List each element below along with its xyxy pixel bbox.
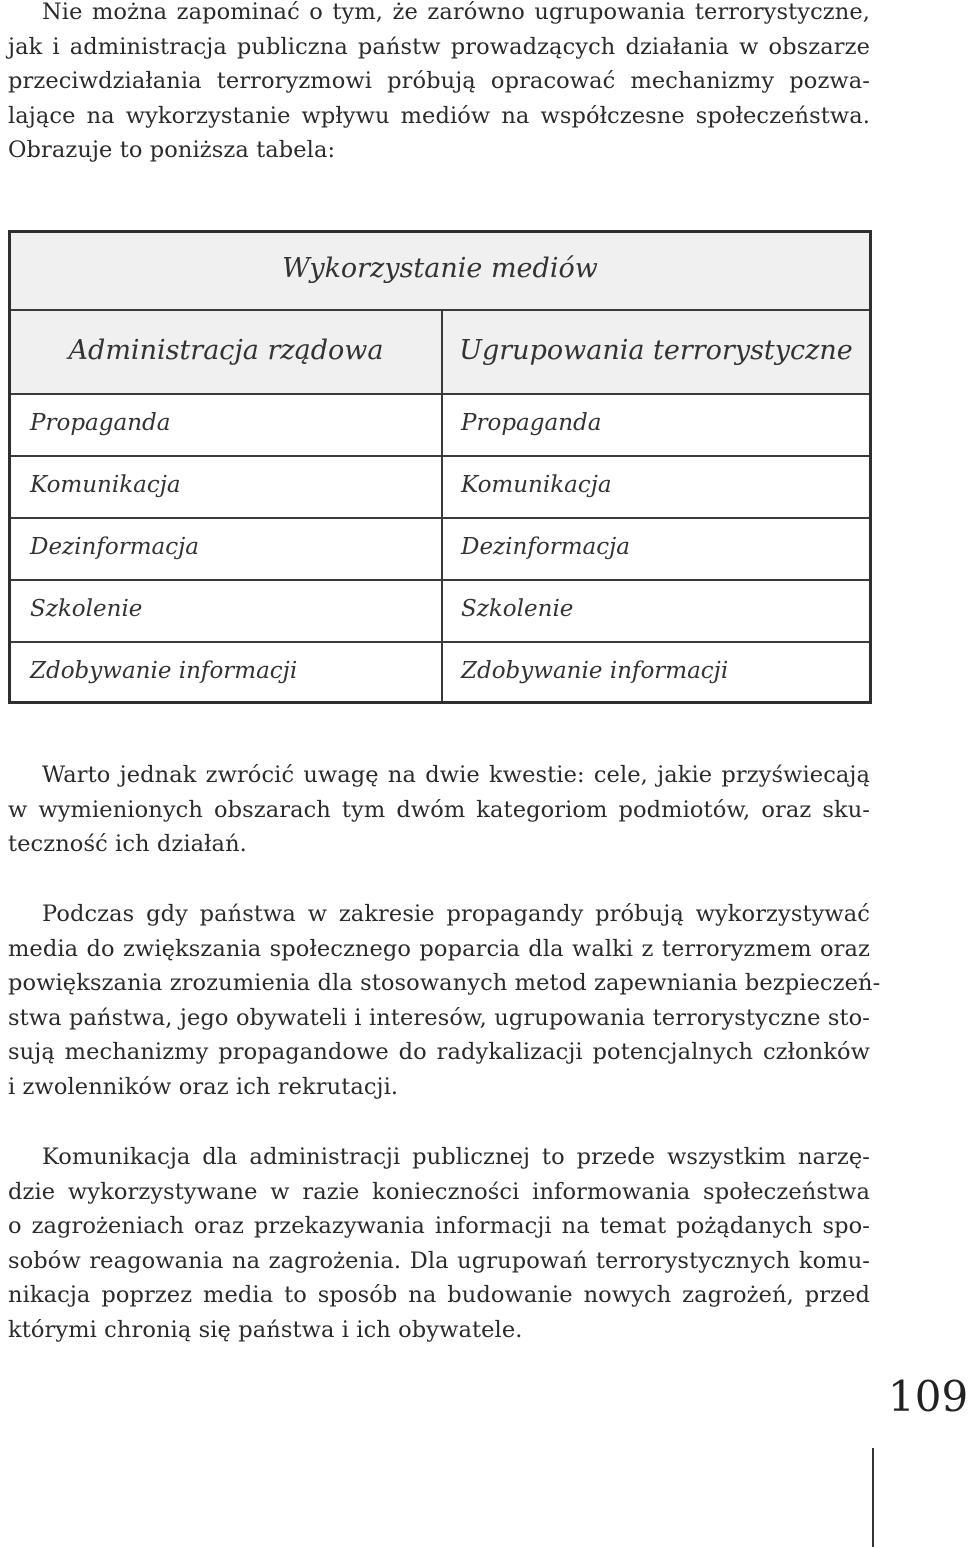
column-header-government: Administracja rządowa (68, 335, 384, 366)
table-cell: Zdobywanie informacji (461, 658, 729, 684)
page-number: 109 (888, 1372, 968, 1421)
text-line: Warto jednak zwrócić uwagę na dwie kwestie: cele, jakie przyświecają (42, 762, 870, 788)
margin-rule (872, 1448, 874, 1547)
table-divider (11, 641, 869, 643)
body-paragraph (8, 897, 881, 1104)
media-usage-table (8, 230, 872, 704)
text-line: sobów reagowania na zagrożenia. Dla ugrupowań terrorystycznych komu- (8, 1247, 870, 1274)
table-cell: Dezinformacja (30, 534, 199, 560)
intro-paragraph (8, 0, 870, 168)
text-line: o zagrożeniach oraz przekazywania informacji na temat pożądanych spo- (8, 1213, 870, 1239)
table-cell: Zdobywanie informacji (30, 658, 298, 684)
text-line: i zwolenników oraz ich rekrutacji. (8, 1073, 399, 1100)
text-line: media do zwiększania społecznego poparcia dla walki z terroryzmem oraz (8, 935, 870, 962)
text-line: w wymienionych obszarach tym dwóm kategoriom podmiotów, oraz sku- (8, 796, 870, 823)
table-cell: Szkolenie (461, 596, 574, 622)
table-column-divider (441, 311, 443, 701)
text-line: przeciwdziałania terroryzmowi próbują opracować mechanizmy pozwa- (8, 68, 870, 94)
text-line: Obrazuje to poniższa tabela: (8, 137, 336, 163)
table-divider (11, 455, 869, 457)
table-divider (11, 517, 869, 519)
column-header-terrorist-groups: Ugrupowania terrorystyczne (459, 335, 853, 366)
table-divider (11, 579, 869, 581)
text-line: stwa państwa, jego obywateli i interesów, ugrupowania terrorystyczne sto- (8, 1004, 870, 1031)
table-title: Wykorzystanie mediów (282, 253, 598, 284)
table-cell: Propaganda (30, 410, 171, 436)
body-paragraph (8, 1140, 870, 1347)
text-line: Nie można zapominać o tym, że zarówno ugrupowania terrorystyczne, (42, 0, 870, 25)
text-line: Podczas gdy państwa w zakresie propagandy próbują wykorzystywać (42, 901, 870, 927)
table-cell: Propaganda (461, 410, 602, 436)
text-line: nikacja poprzez media to sposób na budowanie nowych zagrożeń, przed (8, 1282, 870, 1308)
text-line: Komunikacja dla administracji publicznej to przede wszystkim narzę- (42, 1144, 870, 1170)
table-cell: Komunikacja (461, 472, 612, 498)
text-line: teczność ich działań. (8, 831, 247, 857)
table-divider (11, 309, 869, 311)
text-line: powiększania zrozumienia dla stosowanych metod zapewniania bezpieczeń- (8, 970, 881, 996)
text-line: dzie wykorzystywane w razie konieczności informowania społeczeństwa (8, 1178, 870, 1205)
text-line: którymi chronią się państwa i ich obywatele. (8, 1316, 523, 1343)
table-divider (11, 393, 869, 395)
table-cell: Dezinformacja (461, 534, 630, 560)
text-line: jak i administracja publiczna państw prowadzących działania w obszarze (8, 33, 870, 60)
table-cell: Komunikacja (30, 472, 181, 498)
text-line: lające na wykorzystanie wpływu mediów na współczesne społeczeństwa. (8, 102, 870, 129)
table-cell: Szkolenie (30, 596, 143, 622)
text-line: sują mechanizmy propagandowe do radykalizacji potencjalnych członków (8, 1039, 870, 1065)
body-paragraph (8, 758, 870, 862)
